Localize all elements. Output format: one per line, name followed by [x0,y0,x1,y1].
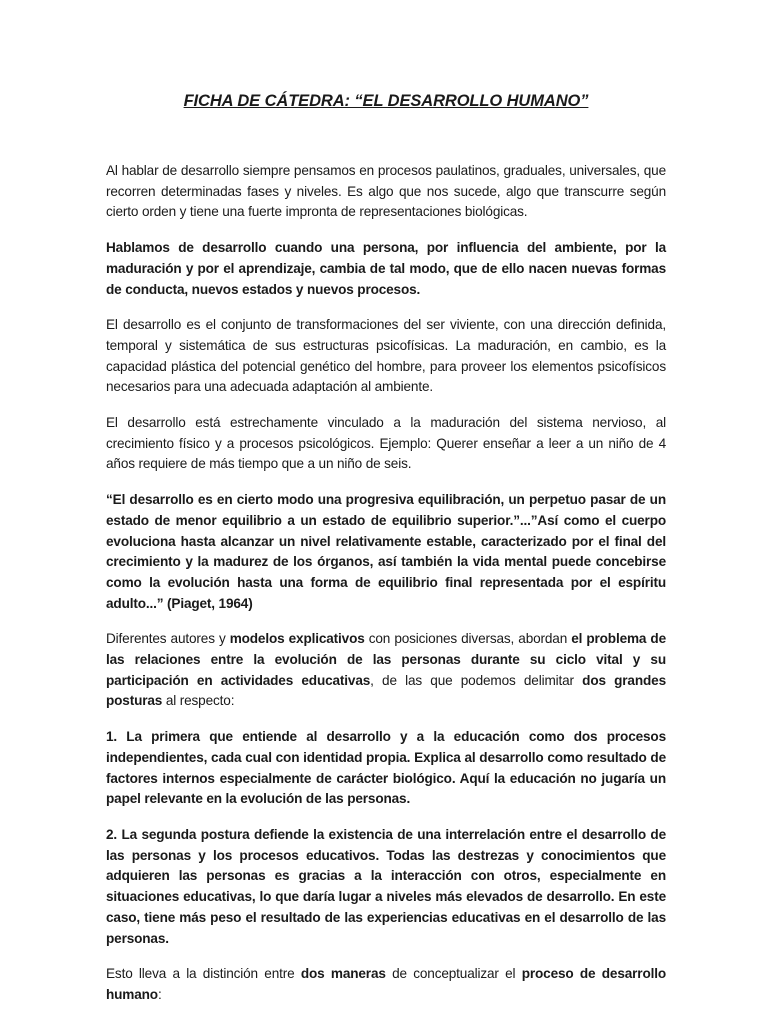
paragraph-first-posture: 1. La primera que entiende al desarrollo y a la educación como dos procesos independientes, cada cual con identidad propia. Explica al desarrollo como resultado de factores internos especialmente de carácter biológico. Aquí la educación no jugaría un papel relevante en la evolución de las personas. [106,729,666,807]
bold-segment: proceso de desarrollo humano [106,966,667,1002]
paragraph-definition-bold: Hablamos de desarrollo cuando una persona, por influencia del ambiente, por la maduración y por el aprendizaje, cambia de tal modo, que de ello nacen nuevas formas de conducta, nuevos estados y nuevos procesos. [106,240,666,297]
paragraph-intro: Al hablar de desarrollo siempre pensamos en procesos paulatinos, graduales, universales, que recorren determinadas fases y niveles. Es algo que nos sucede, algo que transcurre según cierto orden y tiene una fuerte impronta de representaciones biológicas. [106,163,666,220]
paragraph-piaget-quote: “El desarrollo es en cierto modo una progresiva equilibración, un perpetuo pasar de un estado de menor equilibrio a un estado de equilibrio superior.”...”Así como el cuerpo evoluciona hasta alcanzar un nivel relativamente estable, caracterizado por el final del crecimiento y la madurez de los órganos, así también la vida mental puede concebirse como la evolución hasta una forma de equilibrio final representada por el espíritu adulto...” (Piaget, 1964) [106,492,666,611]
text-segment: al respecto: [162,693,235,709]
bold-segment: modelos explicativos [229,631,365,647]
text-segment: Diferentes autores y [106,631,230,647]
bold-segment: el problema de las relaciones entre la evolución de las personas durante su ciclo vital y su participación en actividades educativas [106,631,666,688]
bold-segment: dos maneras [300,966,386,982]
bold-segment: dos grandes posturas [106,672,666,709]
paragraph-authors [106,629,666,712]
paragraph-second-posture: 2. La segunda postura defiende la existencia de una interrelación entre el desarrollo de las personas y los procesos educativos. Todas las destrezas y conocimientos que adquieren las personas es gracias a la interacción con otros, especialmente en situaciones educativas, lo que daría lugar a niveles más elevados de desarrollo. En este caso, tiene más peso el resultado de las experiencias educativas en el desarrollo de las personas. [106,826,666,946]
text-segment: de conceptualizar el [385,966,522,982]
paragraph-transformations: El desarrollo es el conjunto de transformaciones del ser viviente, con una dirección definida, temporal y sistemática de sus estructuras psicofísicas. La maduración, en cambio, es la capacidad plástica del potencial genético del hombre, para proveer los elementos psicofísicos necesarios para una adecuada adaptación al ambiente. [106,317,666,395]
document-title: FICHA DE CÁTEDRA: “EL DESARROLLO HUMANO” [183,92,589,110]
paragraph-maturation: El desarrollo está estrechamente vinculado a la maduración del sistema nervioso, al crecimiento físico y a procesos psicológicos. Ejemplo: Querer enseñar a leer a un niño de 4 años requiere de más tiempo que a un niño de seis. [106,415,666,472]
text-segment: , de las que podemos delimitar [370,672,583,688]
text-segment: : [157,986,162,1002]
paragraph-conclusion [106,964,666,1005]
text-segment: con posiciones diversas, abordan [364,631,572,647]
text-segment: Esto lleva a la distinción entre [106,966,301,982]
